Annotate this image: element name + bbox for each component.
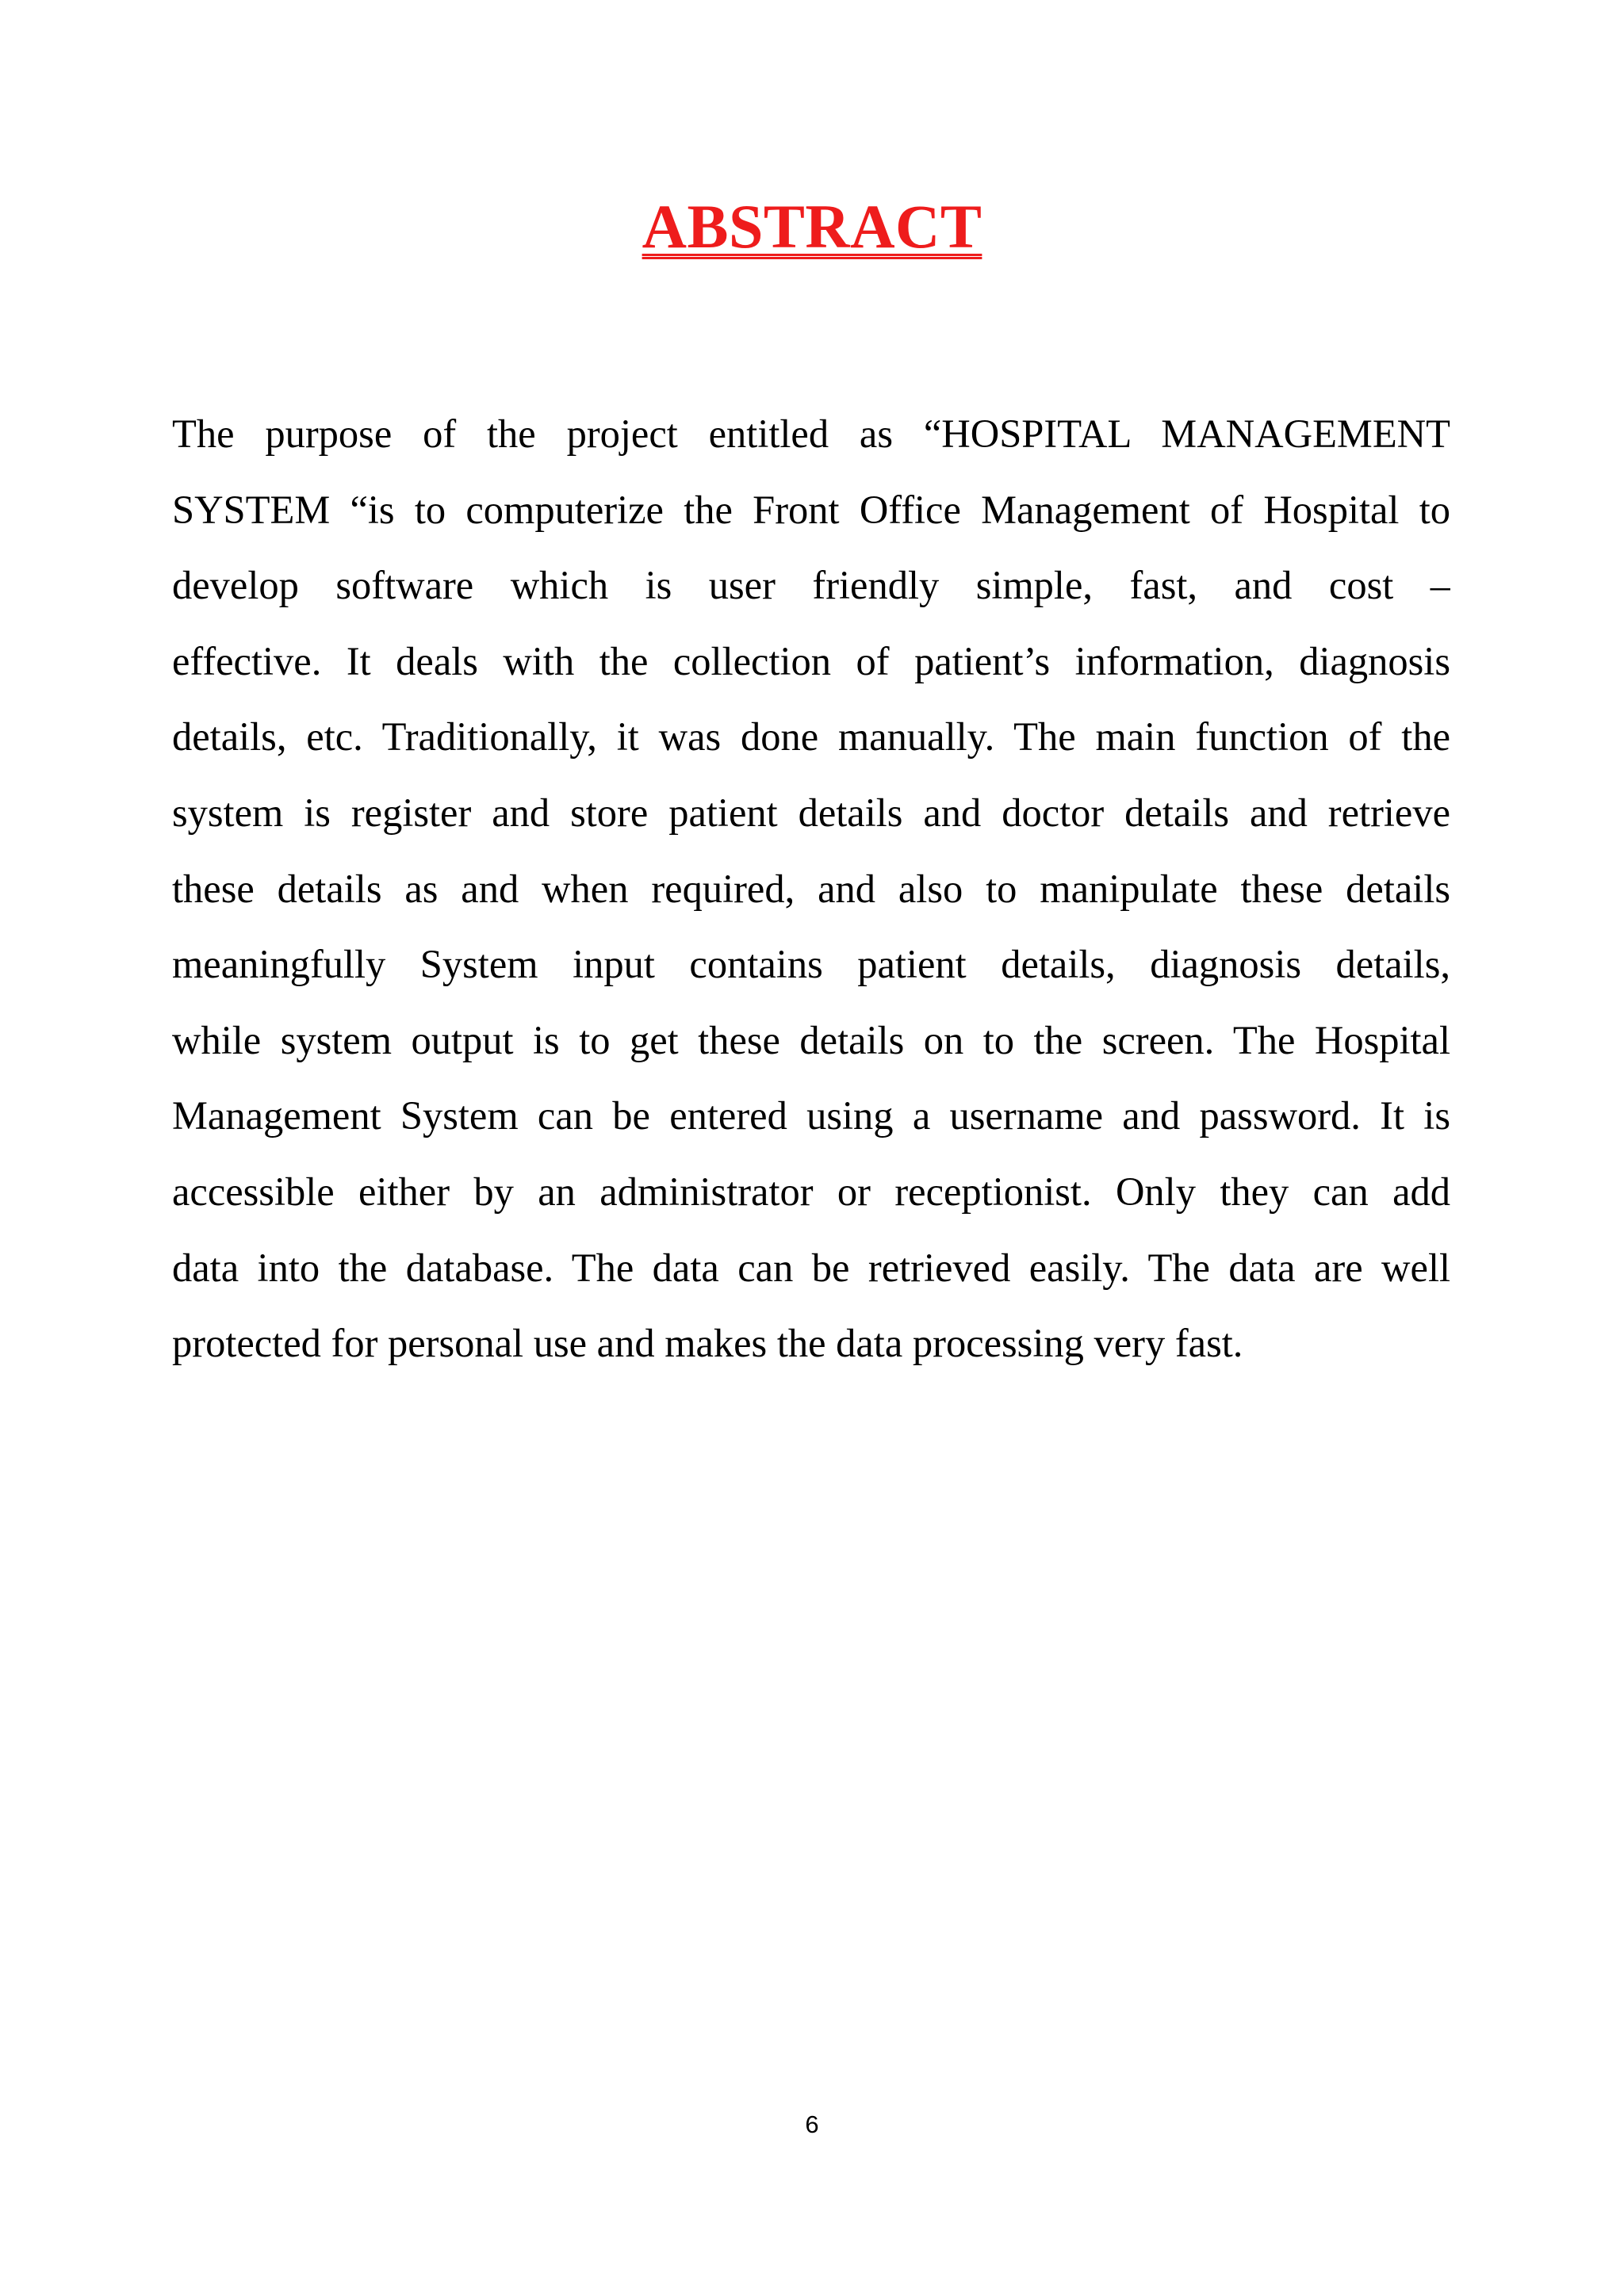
title-container	[0, 189, 1624, 265]
abstract-paragraph	[172, 396, 1450, 1382]
page-number: 6	[805, 2110, 819, 2138]
paragraph-line: details, etc. Traditionally, it was done manually. The main function of the	[172, 714, 1450, 760]
paragraph-line: meaningfully System input contains patient details, diagnosis details,	[172, 942, 1450, 987]
paragraph-line: Management System can be entered using a username and password. It is	[172, 1093, 1450, 1138]
paragraph-line: develop software which is user friendly simple, fast, and cost –	[172, 563, 1450, 608]
paragraph-line: while system output is to get these details on to the screen. The Hospital	[172, 1017, 1450, 1062]
paragraph-line: protected for personal use and makes the data processing very fast.	[172, 1321, 1243, 1366]
paragraph-line: The purpose of the project entitled as “HOSPITAL MANAGEMENT	[172, 411, 1450, 456]
paragraph-line: SYSTEM “is to computerize the Front Office Management of Hospital to	[172, 487, 1450, 532]
paragraph-line: system is register and store patient details and doctor details and retrieve	[172, 790, 1450, 835]
paragraph-line: these details as and when required, and also to manipulate these details	[172, 866, 1450, 911]
page-title: ABSTRACT	[642, 192, 982, 261]
paragraph-line: accessible either by an administrator or receptionist. Only they can add	[172, 1169, 1450, 1214]
paragraph-line: effective. It deals with the collection of patient’s information, diagnosis	[172, 638, 1450, 683]
paragraph-line: data into the database. The data can be retrieved easily. The data are well	[172, 1245, 1450, 1290]
